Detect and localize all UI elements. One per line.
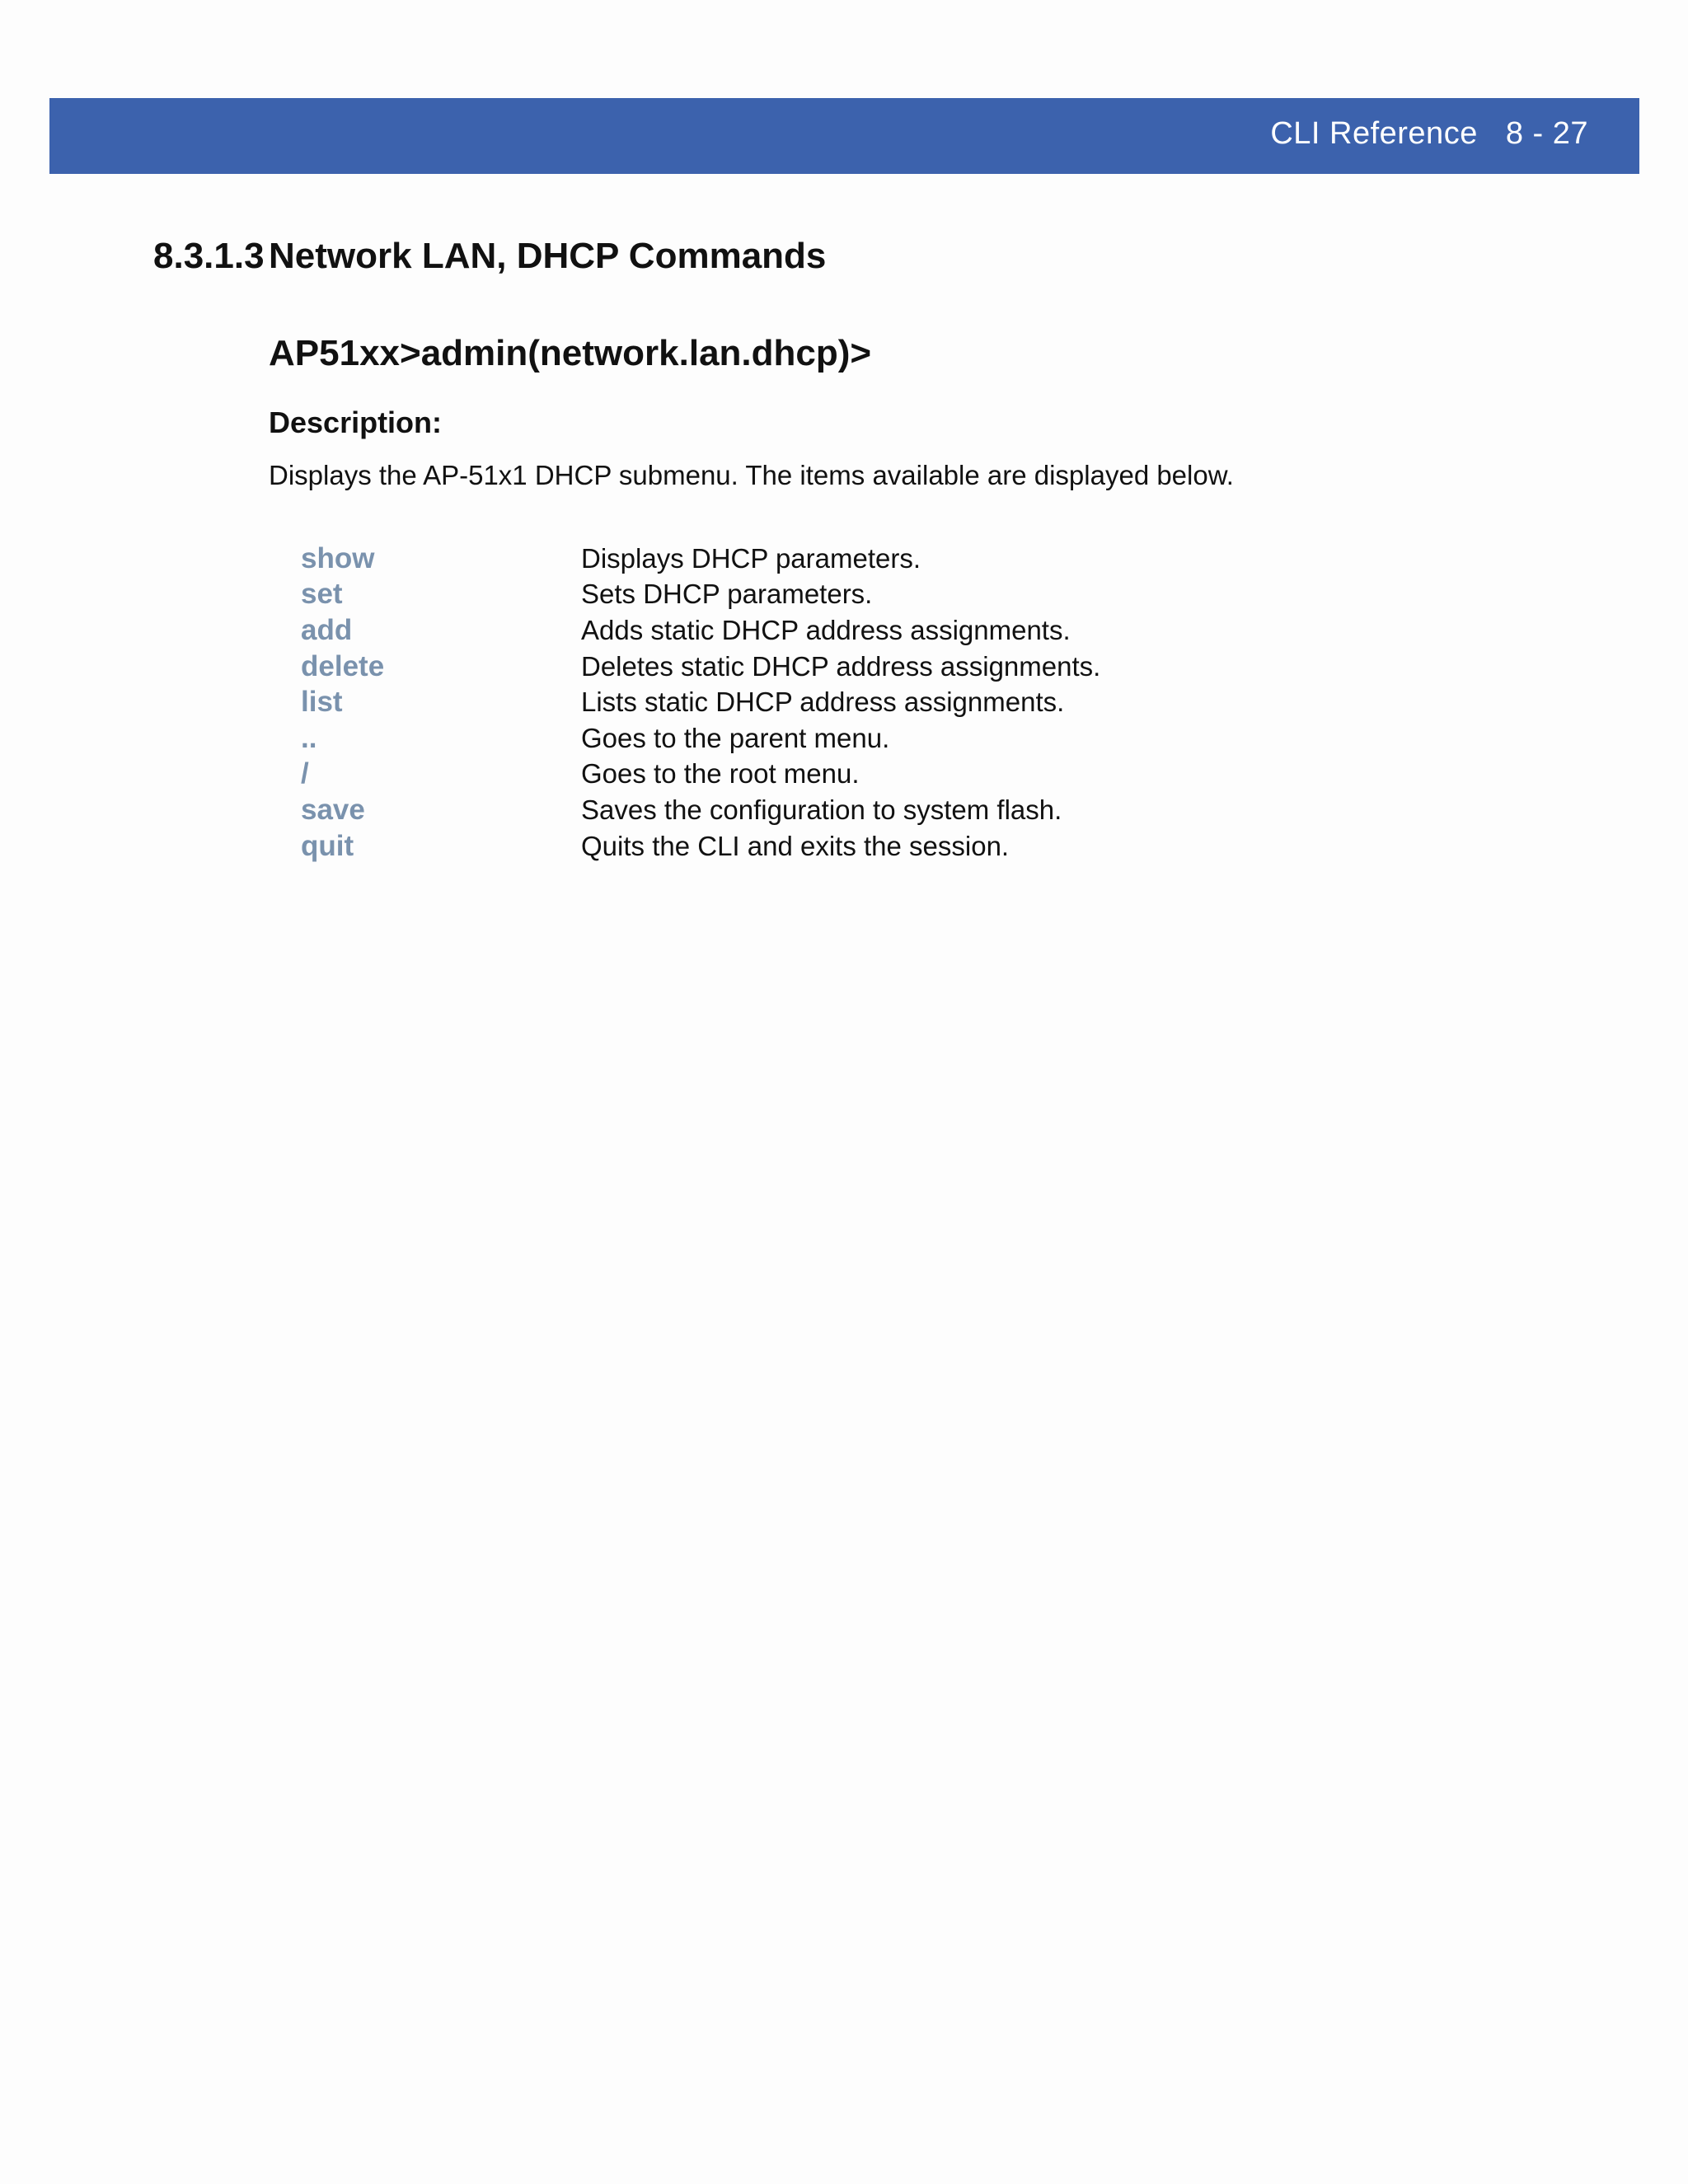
command-name: .. xyxy=(301,721,317,754)
command-description: Deletes static DHCP address assignments. xyxy=(581,650,1101,682)
command-name: set xyxy=(301,578,343,611)
command-prompt-heading: AP51xx>admin(network.lan.dhcp)> xyxy=(269,333,872,373)
section-heading xyxy=(153,236,826,277)
command-row xyxy=(301,649,1372,685)
command-name: show xyxy=(301,541,375,574)
command-description: Quits the CLI and exits the session. xyxy=(581,830,1010,861)
command-list xyxy=(301,541,1372,864)
command-name: list xyxy=(301,686,343,719)
section-title: Network LAN, DHCP Commands xyxy=(269,236,827,276)
description-label: Description: xyxy=(269,405,443,439)
command-description: Goes to the parent menu. xyxy=(581,722,890,753)
command-row xyxy=(301,720,1372,757)
command-row xyxy=(301,757,1372,793)
command-name: / xyxy=(301,757,309,790)
command-description: Sets DHCP parameters. xyxy=(581,579,873,610)
command-row xyxy=(301,684,1372,720)
command-name: add xyxy=(301,613,353,646)
command-row xyxy=(301,541,1372,577)
header-section-title: CLI Reference xyxy=(1270,116,1478,151)
page-header-bar xyxy=(49,98,1639,174)
command-name: save xyxy=(301,793,365,826)
command-description: Adds static DHCP address assignments. xyxy=(581,614,1071,645)
command-row xyxy=(301,612,1372,649)
command-name: delete xyxy=(301,649,385,682)
section-number: 8.3.1.3 xyxy=(153,236,265,276)
description-text: Displays the AP-51x1 DHCP submenu. The items available are displayed below. xyxy=(269,460,1234,490)
command-row xyxy=(301,577,1372,613)
command-description: Lists static DHCP address assignments. xyxy=(581,687,1065,718)
command-row xyxy=(301,792,1372,828)
page-number: 8 - 27 xyxy=(1505,116,1588,151)
command-description: Saves the configuration to system flash. xyxy=(581,794,1062,825)
running-header xyxy=(1270,116,1588,152)
command-name: quit xyxy=(301,829,354,862)
command-description: Goes to the root menu. xyxy=(581,758,860,790)
command-row xyxy=(301,828,1372,865)
command-description: Displays DHCP parameters. xyxy=(581,542,921,574)
